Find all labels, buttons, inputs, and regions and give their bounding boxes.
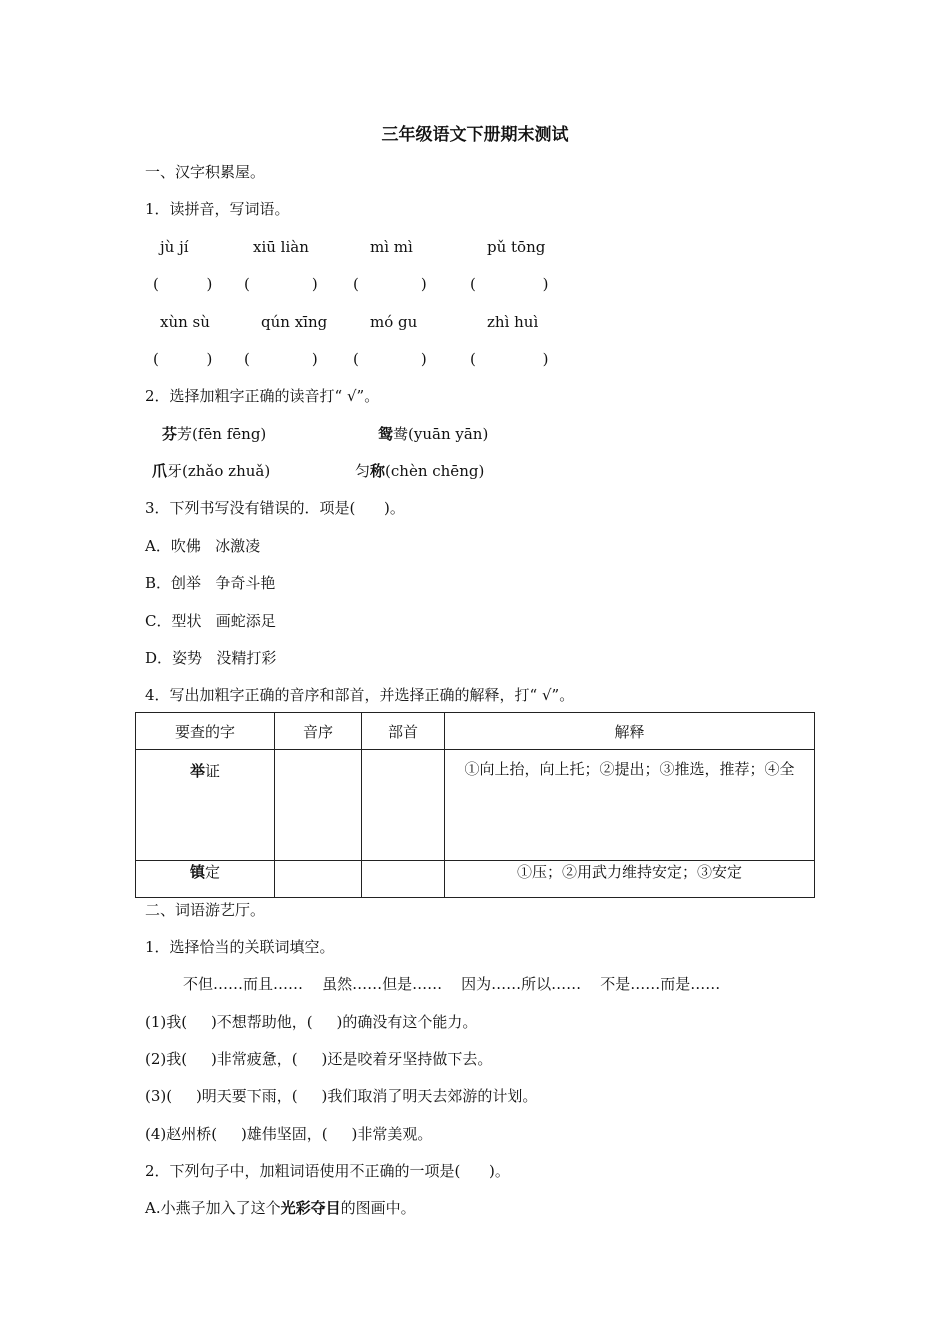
pinyin-4: pǔ tōng (487, 238, 546, 256)
s2-q1-label: 1．选择恰当的关联词填空。 (145, 938, 335, 956)
q1-label: 1．读拼音，写词语。 (145, 200, 290, 218)
blank-2[interactable]: ( ) (244, 275, 318, 293)
radical-input[interactable] (362, 861, 445, 898)
pinyin-7: mó gu (370, 313, 418, 331)
q2-item-4[interactable]: 匀称(chèn chēng) (355, 462, 485, 480)
s2-q2-label: 2．下列句子中，加粗词语使用不正确的一项是( )。 (145, 1162, 510, 1180)
q3-label: 3．下列书写没有错误的．项是( )。 (145, 499, 405, 517)
s2-q1-item-3[interactable]: (3)( )明天要下雨，( )我们取消了明天去郊游的计划。 (145, 1087, 538, 1105)
s2-q2-option-a[interactable]: A.小燕子加入了这个光彩夺目的图画中。 (145, 1199, 416, 1217)
q4-label: 4．写出加粗字正确的音序和部首，并选择正确的解释，打“ √”。 (145, 686, 575, 704)
blank-7[interactable]: ( ) (353, 350, 427, 368)
radical-input[interactable] (362, 750, 445, 861)
pinyin-2: xiū liàn (253, 238, 309, 256)
header-char: 要查的字 (136, 713, 275, 750)
s2-q1-item-1[interactable]: (1)我( )不想帮助他，( )的确没有这个能力。 (145, 1013, 478, 1031)
q2-item-3[interactable]: 爪牙(zhǎo zhuǎ) (152, 462, 271, 480)
pinyin-8: zhì huì (487, 313, 539, 331)
q3-option-d[interactable]: D．姿势 没精打彩 (145, 649, 277, 667)
q2-label: 2．选择加粗字正确的读音打“ √”。 (145, 387, 380, 405)
blank-1[interactable]: ( ) (153, 275, 213, 293)
header-initial: 音序 (275, 713, 362, 750)
table-row (136, 861, 815, 898)
section2-heading: 二、词语游艺厅。 (145, 901, 266, 919)
header-explanation: 解释 (445, 713, 815, 750)
page-title: 三年级语文下册期末测试 (381, 125, 569, 145)
q3-option-b[interactable]: B．创举 争奇斗艳 (145, 574, 276, 592)
explanation-cell[interactable]: ①压；②用武力维持安定；③安定 (445, 861, 815, 898)
pinyin-6: qún xīng (261, 313, 328, 331)
s2-q1-item-4[interactable]: (4)赵州桥( )雄伟坚固，( )非常美观。 (145, 1125, 433, 1143)
q2-item-2[interactable]: 鸳鸯(yuān yān) (378, 425, 489, 443)
conjunction-options: 不但……而且…… 虽然……但是…… 因为……所以…… 不是……而是…… (183, 975, 721, 993)
dictionary-table (135, 712, 815, 898)
section1-heading: 一、汉字积累屋。 (145, 163, 266, 181)
blank-6[interactable]: ( ) (244, 350, 318, 368)
s2-q1-item-2[interactable]: (2)我( )非常疲惫，( )还是咬着牙坚持做下去。 (145, 1050, 493, 1068)
table-row (136, 750, 815, 861)
pinyin-5: xùn sù (160, 313, 210, 331)
char-cell: 举证 (136, 750, 275, 861)
blank-5[interactable]: ( ) (153, 350, 213, 368)
header-radical: 部首 (362, 713, 445, 750)
table-header-row (136, 713, 815, 750)
explanation-cell[interactable]: ①向上抬，向上托；②提出；③推选，推荐；④全 (445, 750, 815, 861)
q2-item-1[interactable]: 芬芳(fēn fēng) (162, 425, 267, 443)
pinyin-1: jù jí (160, 238, 189, 256)
initial-input[interactable] (275, 861, 362, 898)
q3-option-c[interactable]: C．型状 画蛇添足 (145, 612, 276, 630)
blank-4[interactable]: ( ) (470, 275, 549, 293)
q3-option-a[interactable]: A．吹佛 冰激凌 (145, 537, 261, 555)
blank-3[interactable]: ( ) (353, 275, 427, 293)
initial-input[interactable] (275, 750, 362, 861)
pinyin-3: mì mì (370, 238, 413, 256)
blank-8[interactable]: ( ) (470, 350, 549, 368)
char-cell: 镇定 (136, 861, 275, 898)
